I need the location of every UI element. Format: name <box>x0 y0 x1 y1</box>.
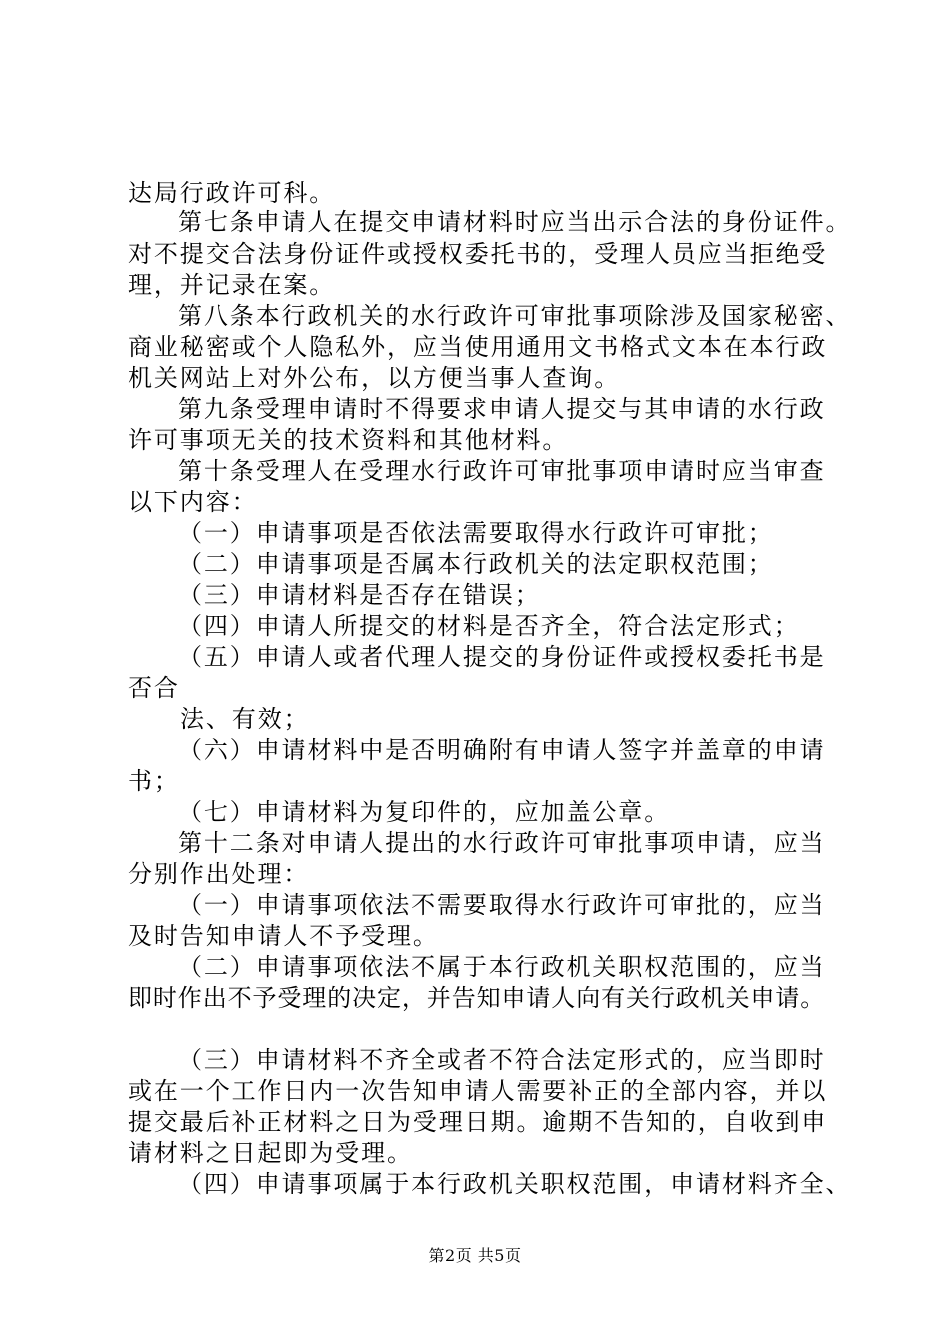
text-line: 及时告知申请人不予受理。 <box>128 922 439 950</box>
text-line: 商业秘密或个人隐私外，应当使用通用文书格式文本在本行政 <box>128 333 828 361</box>
text-line: 许可事项无关的技术资料和其他材料。 <box>128 426 569 454</box>
text-line: 或在一个工作日内一次告知申请人需要补正的全部内容，并以 <box>128 1077 828 1105</box>
text-line: 第八条本行政机关的水行政许可审批事项除涉及国家秘密、 <box>178 302 852 330</box>
text-line: 第九条受理申请时不得要求申请人提交与其申请的水行政 <box>178 395 826 423</box>
text-line: 以下内容： <box>128 488 258 516</box>
text-line: （五）申请人或者代理人提交的身份证件或授权委托书是 <box>178 643 826 671</box>
text-line: 请材料之日起即为受理。 <box>128 1139 413 1167</box>
text-line: 第十条受理人在受理水行政许可审批事项申请时应当审查 <box>178 457 826 485</box>
text-line: （三）申请材料是否存在错误； <box>178 581 541 609</box>
text-line: （一）申请事项依法不需要取得水行政许可审批的，应当 <box>178 891 826 919</box>
text-line: 书； <box>128 767 180 795</box>
text-line: 对不提交合法身份证件或授权委托书的，受理人员应当拒绝受 <box>128 240 828 268</box>
text-line: 第七条申请人在提交申请材料时应当出示合法的身份证件。 <box>178 208 852 236</box>
page-footer: 第2页 共5页 <box>428 1246 522 1265</box>
text-line: （七）申请材料为复印件的，应加盖公章。 <box>178 798 671 826</box>
text-line: 即时作出不予受理的决定，并告知申请人向有关行政机关申请。 <box>128 984 826 1012</box>
text-line: （二）申请事项是否属本行政机关的法定职权范围； <box>178 550 774 578</box>
text-line: （四）申请事项属于本行政机关职权范围，申请材料齐全、 <box>178 1170 852 1198</box>
text-line: （四）申请人所提交的材料是否齐全，符合法定形式； <box>178 612 800 640</box>
text-line: 理，并记录在案。 <box>128 271 336 299</box>
text-line: （三）申请材料不齐全或者不符合法定形式的，应当即时 <box>178 1046 826 1074</box>
text-line: 法、有效； <box>180 705 310 733</box>
text-line: 机关网站上对外公布，以方便当事人查询。 <box>128 364 621 392</box>
text-line: 分别作出处理： <box>128 860 310 888</box>
text-line: （一）申请事项是否依法需要取得水行政许可审批； <box>178 519 774 547</box>
text-line: （二）申请事项依法不属于本行政机关职权范围的，应当 <box>178 953 826 981</box>
text-line: 达局行政许可科。 <box>128 179 336 207</box>
text-line: （六）申请材料中是否明确附有申请人签字并盖章的申请 <box>178 736 826 764</box>
text-line: 提交最后补正材料之日为受理日期。逾期不告知的，自收到申 <box>128 1108 828 1136</box>
text-line: 第十二条对申请人提出的水行政许可审批事项申请，应当 <box>178 829 826 857</box>
text-line: 否合 <box>128 674 180 702</box>
